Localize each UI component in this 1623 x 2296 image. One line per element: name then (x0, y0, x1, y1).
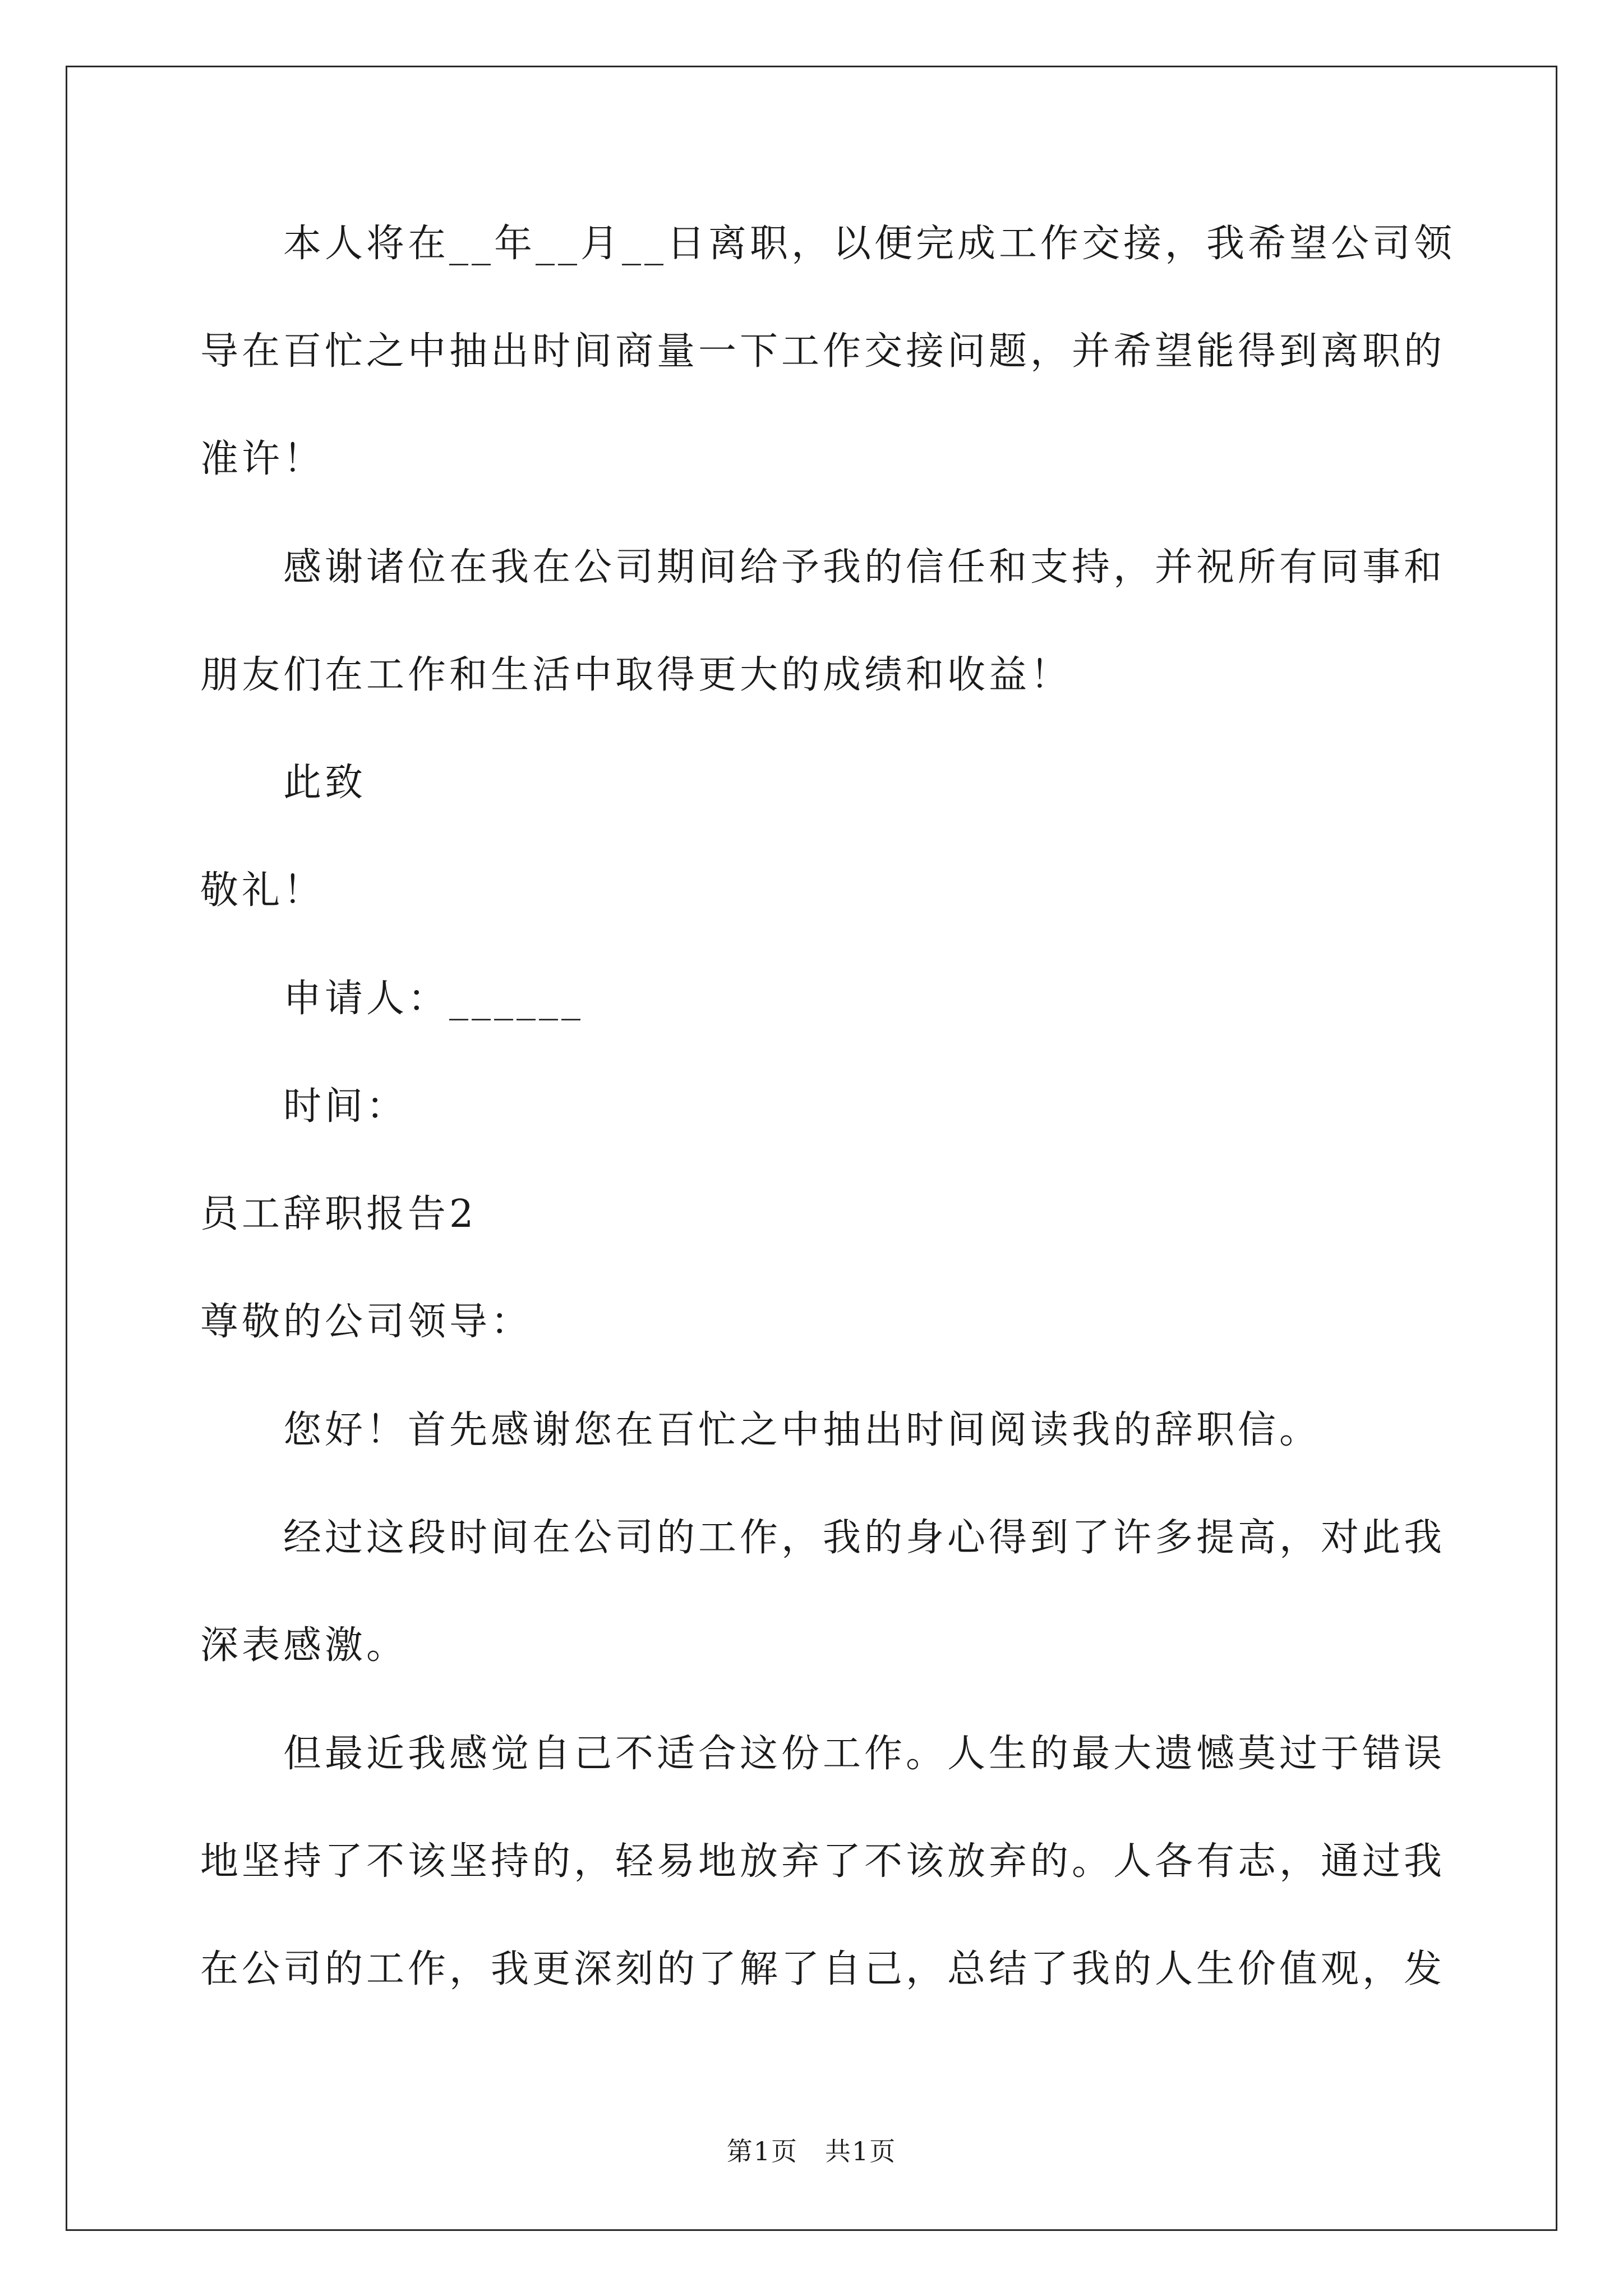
section-title: 员工辞职报告2 (200, 1192, 477, 1236)
paragraph-line: 在公司的工作，我更深刻的了解了自己，总结了我的人生价值观，发 (200, 1947, 1446, 1991)
salutation-line: 敬礼！ (200, 868, 325, 913)
page-footer: 第1页 共1页 (726, 2136, 897, 2166)
paragraph-line: 您好！首先感谢您在百忙之中抽出时间阅读我的辞职信。 (283, 1408, 1321, 1452)
paragraph-line: 但最近我感觉自己不适合这份工作。人生的最大遗憾莫过于错误 (283, 1732, 1446, 1776)
applicant-line: 申请人：______ (283, 977, 584, 1021)
paragraph-line: 深表感激。 (200, 1623, 408, 1668)
greeting-line: 尊敬的公司领导： (200, 1300, 533, 1344)
paragraph-line: 感谢诸位在我在公司期间给予我的信任和支持，并祝所有同事和 (283, 545, 1446, 590)
paragraph-line: 地坚持了不该坚持的，轻易地放弃了不该放弃的。人各有志，通过我 (200, 1839, 1446, 1884)
closing-line: 此致 (283, 761, 367, 805)
paragraph-line: 准许！ (200, 437, 325, 481)
paragraph-line: 本人将在__年__月__日离职，以便完成工作交接，我希望公司领 (283, 222, 1456, 266)
date-line: 时间： (283, 1084, 408, 1129)
page-border (66, 66, 1557, 2231)
paragraph-line: 朋友们在工作和生活中取得更大的成绩和收益！ (200, 653, 1072, 697)
paragraph-line: 导在百忙之中抽出时间商量一下工作交接问题，并希望能得到离职的 (200, 329, 1446, 374)
paragraph-line: 经过这段时间在公司的工作，我的身心得到了许多提高，对此我 (283, 1516, 1446, 1560)
